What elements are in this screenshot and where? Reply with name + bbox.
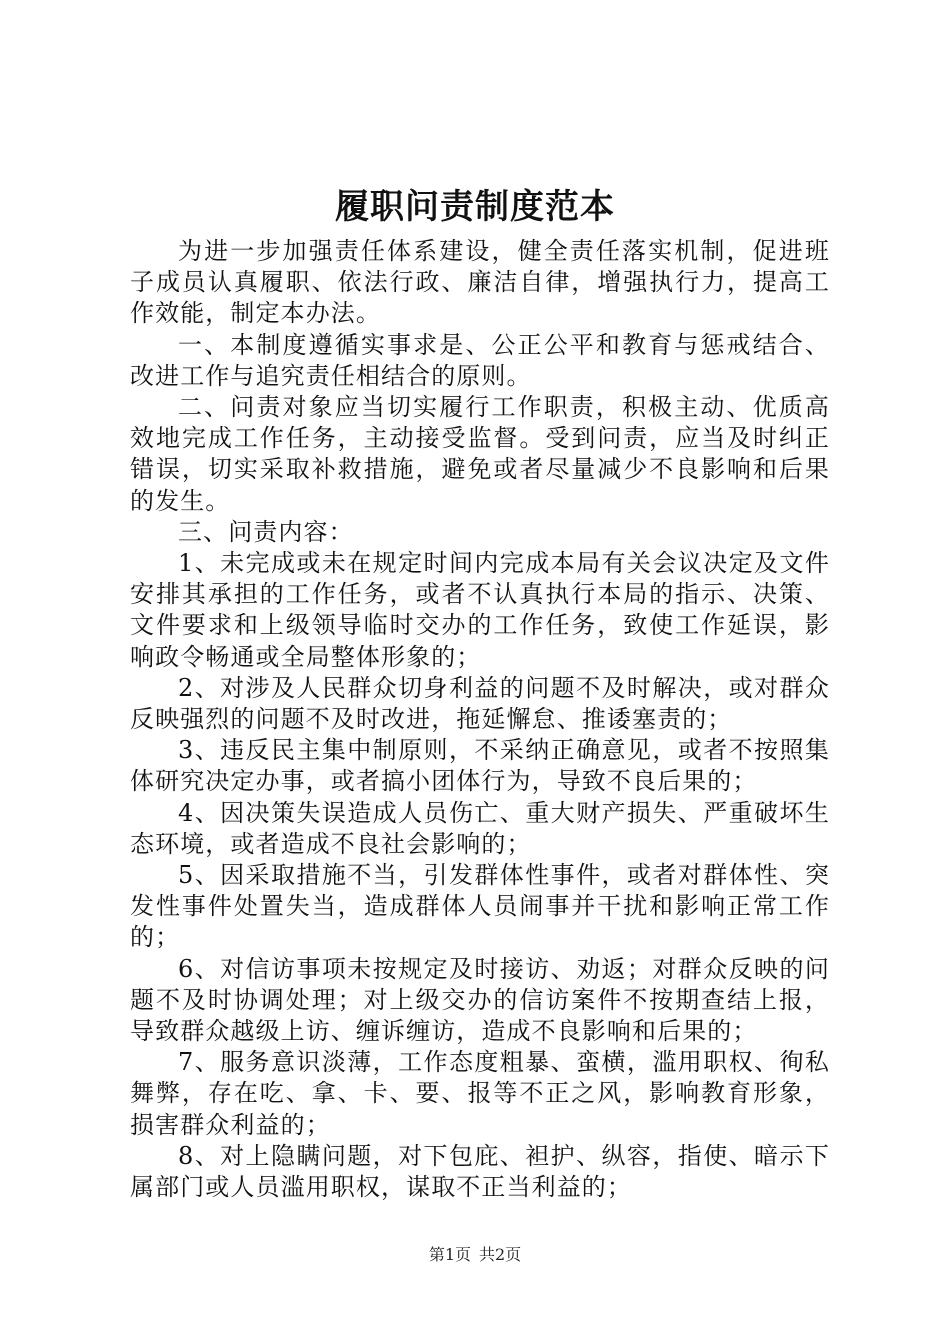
paragraph-intro: 为进一步加强责任体系建设，健全责任落实机制，促进班子成员认真履职、依法行政、廉洁自律，增强执行力，提高工作效能，制定本办法。 bbox=[130, 237, 830, 328]
list-item-4: 4、因决策失误造成人员伤亡、重大财产损失、严重破坏生态环境，或者造成不良社会影响的； bbox=[130, 798, 830, 858]
paragraph-principle: 一、本制度遵循实事求是、公正公平和教育与惩戒结合、改进工作与追究责任相结合的原则。 bbox=[130, 330, 830, 390]
list-item-6: 6、对信访事项未按规定及时接访、劝返；对群众反映的问题不及时协调处理；对上级交办的信访案件不按期查结上报，导致群众越级上访、缠诉缠访，造成不良影响和后果的； bbox=[130, 954, 830, 1046]
list-item-1: 1、未完成或未在规定时间内完成本局有关会议决定及文件安排其承担的工作任务，或者不认真执行本局的指示、决策、文件要求和上级领导临时交办的工作任务，致使工作延误，影响政令畅通或全局整体形象的； bbox=[130, 549, 830, 671]
document-body bbox=[130, 236, 830, 1203]
list-item-5: 5、因采取措施不当，引发群体性事件，或者对群体性、突发性事件处置失当，造成群体人员闹事并干扰和影响正常工作的； bbox=[130, 861, 830, 952]
page-total: 共2页 bbox=[479, 1245, 522, 1264]
page-number: 第1页 bbox=[428, 1245, 471, 1264]
paragraph-accountability-object: 二、问责对象应当切实履行工作职责，积极主动、优质高效地完成工作任务，主动接受监督。受到问责，应当及时纠正错误，切实采取补救措施，避免或者尽量减少不良影响和后果的发生。 bbox=[130, 393, 830, 515]
document-title: 履职问责制度范本 bbox=[335, 187, 615, 227]
list-item-2: 2、对涉及人民群众切身利益的问题不及时解决，或对群众反映强烈的问题不及时改进，拖延懈怠、推诿塞责的； bbox=[130, 673, 830, 734]
page-footer bbox=[0, 1244, 950, 1266]
paragraph-accountability-content-heading: 三、问责内容： bbox=[178, 517, 354, 546]
list-item-8: 8、对上隐瞒问题，对下包庇、袒护、纵容，指使、暗示下属部门或人员滥用职权，谋取不正当利益的； bbox=[130, 1141, 830, 1202]
list-item-7: 7、服务意识淡薄，工作态度粗暴、蛮横，滥用职权、徇私舞弊，存在吃、拿、卡、要、报等不正之风，影响教育形象，损害群众利益的； bbox=[130, 1048, 830, 1139]
list-item-3: 3、违反民主集中制原则，不采纳正确意见，或者不按照集体研究决定办事，或者搞小团体行为，导致不良后果的； bbox=[130, 736, 830, 796]
